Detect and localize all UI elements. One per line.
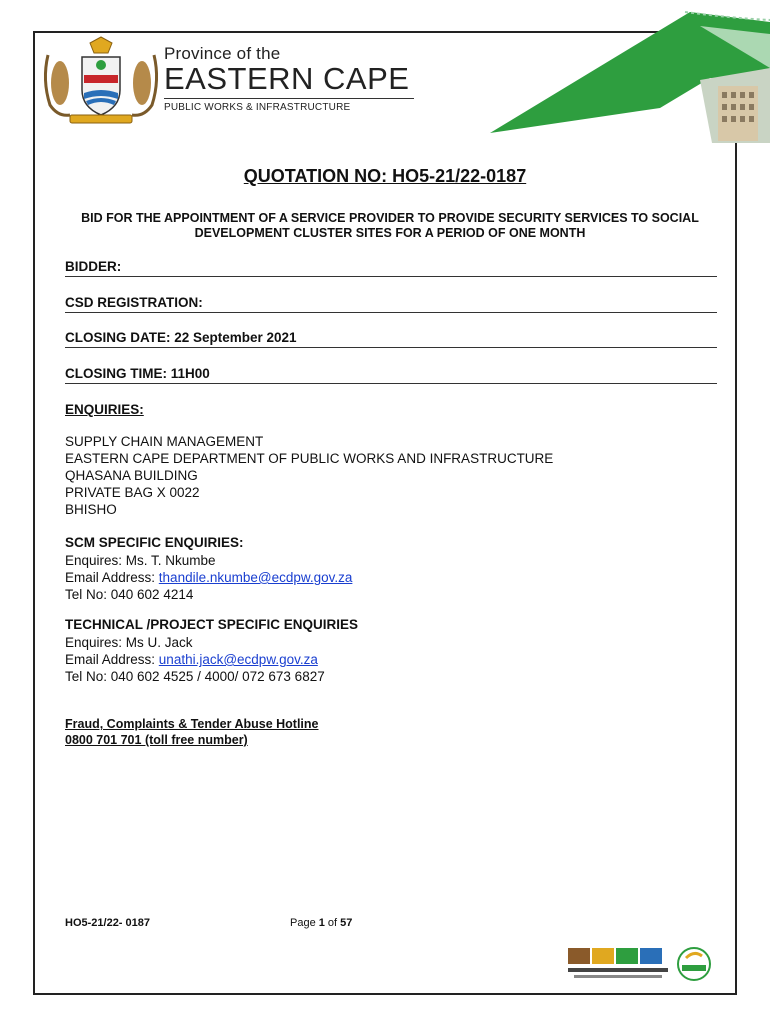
- page-of: of: [324, 917, 341, 929]
- scm-tel: Tel No: 040 602 4214: [65, 587, 194, 602]
- address-line: SUPPLY CHAIN MANAGEMENT: [65, 434, 264, 449]
- technical-email-link[interactable]: unathi.jack@ecdpw.gov.za: [158, 652, 318, 667]
- province-label: Province of the: [164, 44, 281, 63]
- province-name: EASTERN CAPE: [164, 61, 410, 96]
- page-total: 57: [340, 917, 353, 929]
- address-line: BHISHO: [65, 502, 117, 517]
- enquiries-heading: ENQUIRIES:: [65, 402, 144, 417]
- technical-contact: [65, 634, 325, 685]
- email-label: Email Address:: [65, 570, 159, 585]
- page-current: 1: [318, 917, 325, 929]
- corner-building-graphic: [490, 8, 770, 148]
- page-prefix: Page: [290, 917, 319, 929]
- address-line: PRIVATE BAG X 0022: [65, 485, 200, 500]
- email-label: Email Address:: [65, 652, 159, 667]
- footer-reference: HO5-21/22- 0187: [65, 917, 150, 929]
- scm-heading: SCM SPECIFIC ENQUIRIES:: [65, 535, 244, 550]
- scm-contact: [65, 552, 352, 603]
- enquiries-address: [65, 433, 553, 518]
- technical-email-row: [65, 651, 325, 668]
- quotation-title: QUOTATION NO: HO5-21/22-0187: [243, 166, 527, 186]
- csd-registration-field: CSD REGISTRATION:: [65, 295, 717, 313]
- technical-heading: TECHNICAL /PROJECT SPECIFIC ENQUIRIES: [65, 617, 359, 632]
- hotline-title: Fraud, Complaints & Tender Abuse Hotline: [65, 717, 319, 731]
- scm-email-row: [65, 569, 352, 586]
- coat-of-arms-logo: [40, 35, 162, 125]
- fraud-hotline: [65, 716, 319, 748]
- closing-date-field: CLOSING DATE: 22 September 2021: [65, 330, 717, 348]
- address-line: EASTERN CAPE DEPARTMENT OF PUBLIC WORKS AND INFRASTRUCTURE: [65, 451, 554, 466]
- page-number: [290, 917, 352, 929]
- department-name: PUBLIC WORKS & INFRASTRUCTURE: [164, 102, 351, 113]
- bidder-field: BIDDER:: [65, 259, 717, 277]
- scm-email-link[interactable]: thandile.nkumbe@ecdpw.gov.za: [158, 570, 353, 585]
- technical-enquires: Enquires: Ms U. Jack: [65, 635, 193, 650]
- closing-time-field: CLOSING TIME: 11H00: [65, 366, 717, 384]
- hotline-number: 0800 701 701 (toll free number): [65, 733, 248, 747]
- address-line: QHASANA BUILDING: [65, 468, 198, 483]
- technical-tel: Tel No: 040 602 4525 / 4000/ 072 673 6827: [65, 669, 325, 684]
- brand-divider: [164, 98, 414, 99]
- department-branding: [164, 44, 414, 113]
- epwp-ndp-logos: [566, 944, 716, 984]
- bid-description: BID FOR THE APPOINTMENT OF A SERVICE PROVIDER TO PROVIDE SECURITY SERVICES TO SOCIAL DEVELOPMENT CLUSTER SITES FOR A PERIOD OF ONE MONTH: [81, 211, 699, 240]
- scm-enquires: Enquires: Ms. T. Nkumbe: [65, 553, 216, 568]
